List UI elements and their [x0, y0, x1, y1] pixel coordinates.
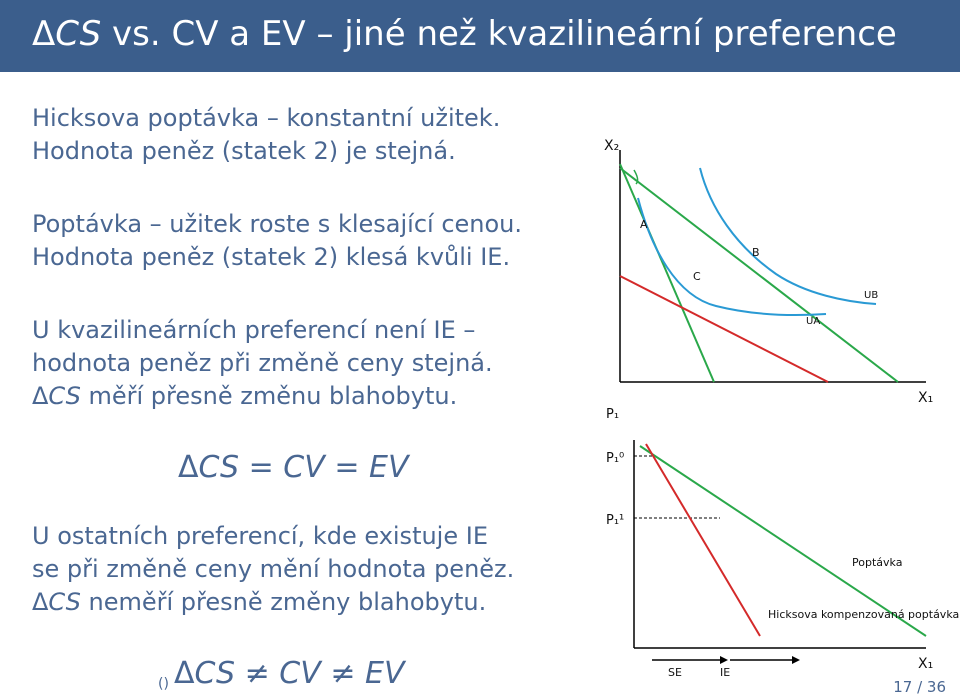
p1-1-label: P₁¹ — [606, 513, 625, 528]
title-rest: vs. CV a EV – jiné než kvazilineární preference — [101, 14, 897, 54]
not-equal-sign: ≠ — [235, 656, 280, 691]
page-sep: / — [912, 678, 927, 696]
title-cs: CS — [55, 14, 102, 54]
paragraph-line: U ostatních preferencí, kde existuje IE — [32, 522, 488, 550]
title-delta: Δ — [32, 14, 56, 54]
page-total: 36 — [926, 678, 946, 696]
p1-axis-label: P₁ — [606, 407, 620, 422]
cs-symbol: CS — [194, 656, 236, 691]
footnote-marker: () — [158, 676, 169, 692]
x1-label-bottom: X₁ — [918, 656, 934, 672]
indifference-curve-ua — [638, 198, 826, 315]
ie-arrowhead — [792, 656, 800, 664]
ua-label: UA — [806, 316, 821, 327]
delta-symbol: Δ — [32, 588, 49, 616]
ie-label: IE — [720, 666, 731, 679]
page-current: 17 — [893, 678, 913, 696]
cs-symbol: CS — [48, 382, 81, 410]
paragraph-other-preferences — [32, 520, 514, 619]
point-b-label: B — [752, 246, 760, 259]
indifference-curve-figure — [596, 128, 960, 438]
not-equal-sign: ≠ — [320, 656, 365, 691]
paragraph-line: Hicksova poptávka – konstantní užitek. — [32, 104, 501, 132]
x2-label: X₂ — [604, 138, 620, 154]
budget-line-new — [620, 168, 898, 382]
paragraph-line — [32, 380, 493, 413]
cv-symbol: CV — [279, 656, 321, 691]
delta-symbol: Δ — [174, 656, 195, 691]
delta-symbol: Δ — [178, 450, 199, 485]
line-text: neměří přesně změny blahobytu. — [80, 588, 487, 616]
point-c-label: C — [693, 270, 701, 283]
paragraph-demand — [32, 208, 522, 274]
p1-0-label: P₁⁰ — [606, 451, 625, 466]
point-a-label: A — [640, 218, 648, 231]
cs-symbol: CS — [48, 588, 81, 616]
ub-label: UB — [864, 290, 879, 301]
equation-equal — [178, 450, 408, 485]
cs-symbol: CS — [198, 450, 240, 485]
delta-symbol: Δ — [32, 382, 49, 410]
ev-symbol: EV — [365, 656, 405, 691]
paragraph-line: U kvazilineárních preferencí není IE – — [32, 316, 476, 344]
indifference-curve-ub — [700, 168, 879, 304]
paragraph-line — [32, 586, 514, 619]
ev-symbol: EV — [369, 450, 409, 485]
equation-not-equal — [174, 656, 404, 691]
hicks-label: Hicksova kompenzovaná poptávka — [768, 608, 960, 621]
budget-line-compensated — [620, 276, 828, 382]
equals-sign: = — [239, 450, 284, 485]
slide-title — [32, 14, 897, 54]
se-label: SE — [668, 666, 682, 679]
demand-label: Poptávka — [852, 556, 903, 569]
paragraph-line: Hodnota peněz (statek 2) klesá kvůli IE. — [32, 243, 511, 271]
x1-label-top: X₁ — [918, 390, 934, 406]
demand-figure — [596, 400, 960, 682]
paragraph-quasilinear — [32, 314, 493, 413]
page-number — [893, 678, 946, 696]
paragraph-line: hodnota peněz při změně ceny stejná. — [32, 349, 493, 377]
line-text: měří přesně změnu blahobytu. — [80, 382, 458, 410]
title-bar — [0, 0, 960, 72]
paragraph-line: Poptávka – užitek roste s klesající cenou. — [32, 210, 523, 238]
hicks-demand-curve — [646, 444, 760, 636]
paragraph-hicks — [32, 102, 500, 168]
se-arrowhead — [720, 656, 728, 664]
paragraph-line: se při změně ceny mění hodnota peněz. — [32, 555, 515, 583]
equals-sign: = — [324, 450, 369, 485]
paragraph-line: Hodnota peněz (statek 2) je stejná. — [32, 137, 456, 165]
cv-symbol: CV — [283, 450, 325, 485]
